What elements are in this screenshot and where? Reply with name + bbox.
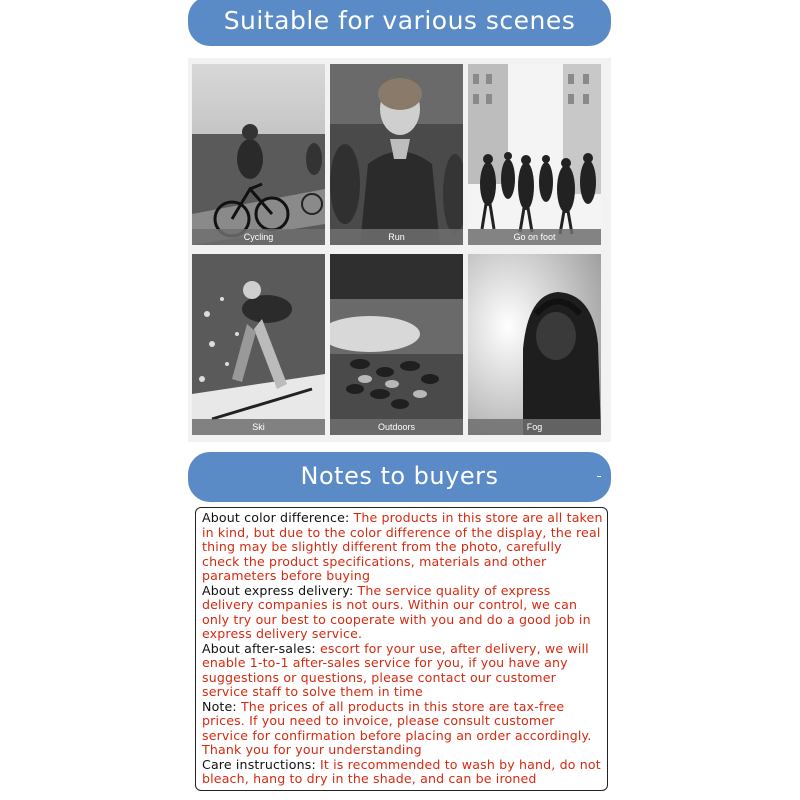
scene-caption-outdoors: Outdoors (330, 419, 463, 435)
note-after-sales (202, 642, 603, 700)
scene-tile-run (330, 64, 463, 245)
scene-tile-outdoors (330, 254, 463, 435)
outdoors-photo-icon (330, 254, 463, 435)
scene-tile-cycling (192, 64, 325, 245)
note-text: The prices of all products in this store are tax-free prices. If you need to invoice, please consult customer service for confirmation before placing an order accordingly. Thank you for your understanding (202, 698, 592, 757)
fog-photo-icon (468, 254, 601, 435)
note-tax (202, 700, 603, 758)
scene-tile-go-on-foot (468, 64, 601, 245)
note-label: About color difference: (202, 510, 350, 525)
note-label: Care instructions: (202, 756, 316, 772)
note-text: It is recommended to wash by hand, do not bleach, hang to dry in the shade, and can be ironed (202, 756, 601, 786)
banner-dash-mark (597, 476, 601, 477)
scene-caption-cycling: Cycling (192, 229, 325, 245)
note-care-instructions (202, 758, 603, 787)
scene-caption-fog: Fog (468, 419, 601, 435)
cycling-photo-icon (192, 64, 325, 245)
note-label: Note: (202, 698, 237, 714)
scene-tile-ski (192, 254, 325, 435)
scene-caption-run: Run (330, 229, 463, 245)
scene-caption-go-on-foot: Go on foot (468, 229, 601, 245)
note-label: About after-sales: (202, 640, 316, 656)
note-text: escort for your use, after delivery, we will enable 1-to-1 after-sales service for you, if you have any suggestions or questions, please contact our customer service staff to solve them in time (202, 640, 589, 699)
running-photo-icon (330, 64, 463, 245)
scenes-grid (188, 58, 611, 442)
notes-banner-title: Notes to buyers (300, 462, 499, 490)
notes-banner (188, 452, 611, 502)
scene-tile-fog (468, 254, 601, 435)
note-express-delivery (202, 584, 603, 642)
note-label: About express delivery: (202, 582, 354, 598)
buyer-notes (195, 507, 608, 791)
scene-caption-ski: Ski (192, 419, 325, 435)
note-text: The service quality of express delivery companies is not ours. Within our control, we can only try our best to cooperate with you and do a good job in express delivery service. (202, 582, 591, 641)
walking-photo-icon (468, 64, 601, 245)
scenes-banner-title: Suitable for various scenes (223, 6, 576, 35)
scenes-banner (188, 0, 611, 46)
note-color-difference (202, 511, 603, 584)
ski-photo-icon (192, 254, 325, 435)
note-text: The products in this store are all taken in kind, but due to the color difference of the display, the real thing may be slightly different from the photo, carefully check the product specifications, materials and other parameters before buying (202, 510, 603, 583)
